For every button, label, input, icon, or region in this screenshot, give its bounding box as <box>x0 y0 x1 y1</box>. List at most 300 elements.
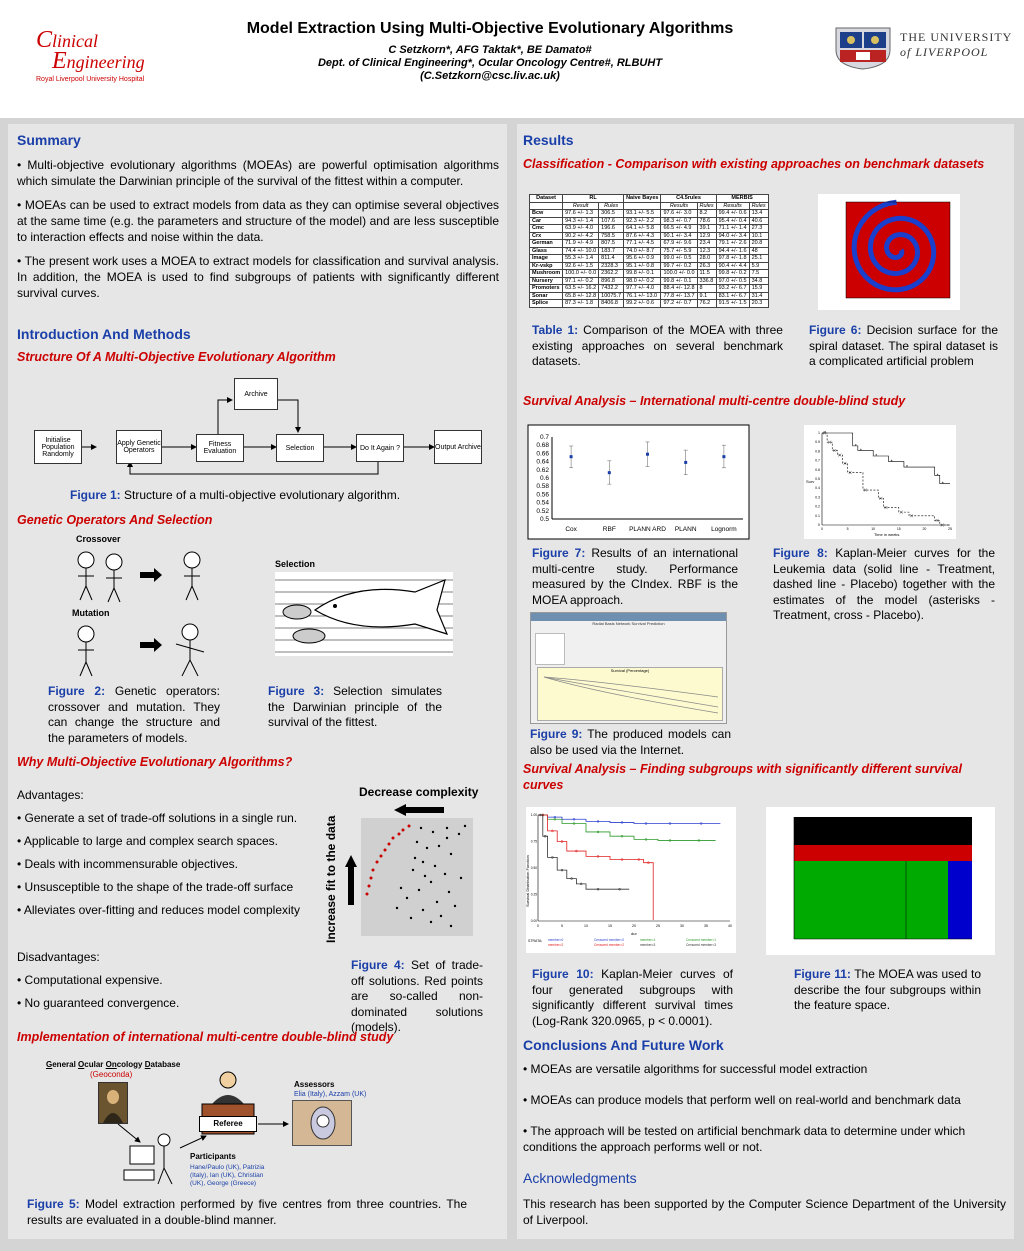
table-cell: 92.6 +/- 1.5 <box>563 262 599 270</box>
classification-subtitle: Classification - Comparison with existing approaches on benchmark datasets <box>523 157 985 171</box>
dataset-name: Bcw <box>530 210 563 218</box>
table-cell: 39.1 <box>697 225 716 233</box>
flow-initialise: Initialise Population Randomly <box>34 430 82 464</box>
table-cell: 95.1 +/- 0.8 <box>624 262 661 270</box>
x-tick-label: 40 <box>728 924 732 928</box>
nondominated-point <box>392 837 395 840</box>
table-cell: 78.6 <box>697 217 716 225</box>
affiliation: Dept. of Clinical Engineering*, Ocular Oncology Centre#, RLBUHT <box>317 57 663 69</box>
flow-selection: Selection <box>276 434 324 462</box>
estimate-asterisk: * <box>875 454 878 460</box>
table-cell: 94.3 +/- 1.4 <box>563 217 599 225</box>
table-cell: 94.0 +/- 3.4 <box>716 232 749 240</box>
table-cell: 811.4 <box>599 255 624 263</box>
selection-label: Selection <box>275 559 316 569</box>
nondominated-point <box>402 829 405 832</box>
figure3-caption: Figure 3: Selection simulates the Darwinian principle of the survival of the fittest. <box>268 684 442 729</box>
table-cell: 48 <box>749 247 768 255</box>
figure6-spiral-plot <box>818 194 960 310</box>
table-cell: 71.9 +/- 4.9 <box>563 240 599 248</box>
table-cell: 100.0 +/- 0.0 <box>661 270 697 278</box>
conclusion-item: • MOEAs are versatile algorithms for successful model extraction <box>523 1062 868 1076</box>
y-tick-label: 0.52 <box>536 507 549 515</box>
figure7-caption: Figure 7: Results of an international multi-centre study. Performance measured by the CIndex. RBF is the MOEA approach. <box>532 546 739 607</box>
table-cell: 23.4 <box>697 240 716 248</box>
x-tick-label: Lognorm <box>711 526 737 533</box>
table-cell: 31.4 <box>749 292 768 300</box>
flow-output-archive: Output Archive <box>434 430 482 464</box>
advantage-item: • Generate a set of trade-off solutions in a single run. <box>17 811 298 825</box>
table-cell: 55.3 +/- 1.4 <box>563 255 599 263</box>
subgroup-subtitle: Survival Analysis – Finding subgroups with significantly different survival curves <box>523 762 962 792</box>
legend-entry: member=3 <box>640 943 656 947</box>
dominated-point <box>424 875 426 877</box>
left-arrow-icon <box>394 803 444 815</box>
table-row <box>530 232 769 240</box>
table-row <box>530 277 769 285</box>
estimate-asterisk: * <box>859 448 862 455</box>
x-tick-label: PLANN ARD <box>629 526 666 533</box>
table-cell: 90.4 +/- 4.4 <box>716 262 749 270</box>
dominated-point <box>414 857 416 859</box>
table-cell: 8 <box>697 285 716 293</box>
advantages-list: Advantages: • Generate a set of trade-off solutions in a single run. • Applicable to large and complex search spaces. • Deals with incommensurable objectives. • Unsusceptible to the shape of the trade-off surface • Alleviates over-fitting and reduces model complexity <box>17 784 300 922</box>
legend-entry: Censored member=0 <box>594 938 625 942</box>
y-tick-label: 0.5 <box>539 516 549 523</box>
acknowledgments-text: This research has been supported by the Computer Science Department of the University of Liverpool. <box>523 1197 1006 1227</box>
conclusions-title: Conclusions And Future Work <box>523 1037 724 1053</box>
x-tick-label: 25 <box>656 924 660 928</box>
figure10-km-subgroups <box>526 807 736 953</box>
nondominated-point <box>366 893 369 896</box>
table-row <box>530 255 769 263</box>
y-tick-label: 0.7 <box>539 434 549 441</box>
nondominated-point <box>380 855 383 858</box>
table-cell: 92.3 +/- 2.2 <box>624 217 661 225</box>
dominated-point <box>464 825 466 827</box>
summary-title: Summary <box>17 132 81 148</box>
table-cell: 26.3 <box>697 262 716 270</box>
conclusions-list <box>523 1061 1006 1155</box>
table-cell: 71.1 +/- 1.4 <box>716 225 749 233</box>
table-cell: 896.8 <box>599 277 624 285</box>
dominated-point <box>430 881 432 883</box>
y-tick-label: 1 <box>818 431 820 435</box>
summary-bullet: • The present work uses a MOEA to extract models for classification and survival analysis. In addition, the MOEA is used to find subgroups of patients with significantly different survival curves. <box>17 254 499 300</box>
dataset-name: Kr-vskp <box>530 262 563 270</box>
x-tick-label: PLANN <box>674 526 697 533</box>
y-tick-label: 0.5 <box>815 477 820 481</box>
table-row <box>530 262 769 270</box>
x-tick-label: Cox <box>565 526 577 533</box>
region-green <box>794 861 948 939</box>
mutation-label: Mutation <box>72 608 110 618</box>
y-tick-label: 0.1 <box>815 513 820 518</box>
table-row <box>530 210 769 218</box>
cindex-point <box>646 453 649 456</box>
flow-archive: Archive <box>234 378 278 410</box>
region-blue <box>948 861 972 939</box>
dominated-point <box>406 897 408 899</box>
poster-header <box>0 0 1024 118</box>
table-cell: 97.2 +/- 0.7 <box>661 300 697 308</box>
survival-subtitle: Survival Analysis – International multi-centre double-blind study <box>523 394 906 408</box>
table-cell: 88.4 +/- 12.8 <box>661 285 697 293</box>
estimate-asterisk: * <box>824 431 826 437</box>
genetic-operators-illustration <box>72 546 232 681</box>
dominated-point <box>422 909 424 911</box>
table-cell: 28.0 <box>697 255 716 263</box>
y-tick-label: 0 <box>818 523 820 527</box>
table-cell: 91.5 +/- 1.5 <box>716 300 749 308</box>
dominated-point <box>410 917 412 919</box>
participants-title: Participants <box>190 1152 236 1161</box>
nondominated-point <box>376 861 379 864</box>
dominated-point <box>446 837 448 839</box>
table-cell: 306.5 <box>599 210 624 218</box>
nondominated-point <box>408 825 411 828</box>
table-cell: 99.8 +/- 0.1 <box>624 270 661 278</box>
table-cell: 63.5 +/- 16.2 <box>563 285 599 293</box>
table-row <box>530 292 769 300</box>
why-subtitle: Why Multi-Objective Evolutionary Algorithms? <box>17 755 293 769</box>
crossover-label: Crossover <box>76 534 121 544</box>
university-name: THE UNIVERSITY of LIVERPOOL <box>900 30 1013 59</box>
dominated-point <box>438 845 440 847</box>
nondominated-point <box>368 885 371 888</box>
figure11-caption: Figure 11: The MOEA was used to describe the four subgroups within the feature space. <box>794 967 981 1012</box>
table-cell: 27.3 <box>749 225 768 233</box>
km10-xlabel: dur <box>631 931 637 936</box>
x-tick-label: 5 <box>846 527 849 531</box>
table-cell: 76.1 +/- 13.0 <box>624 292 661 300</box>
nondominated-point <box>370 877 373 880</box>
table-cell: 97.8 +/- 1.8 <box>716 255 749 263</box>
figure4-tradeoff-plot <box>361 818 473 936</box>
table-cell: 25.1 <box>749 255 768 263</box>
figure5-caption: Figure 5: Model extraction performed by five centres from three countries. The results are evaluated in a double-blind manner. <box>27 1197 468 1227</box>
x-tick-label: 5 <box>561 924 563 928</box>
table-cell: 95.6 +/- 0.9 <box>624 255 661 263</box>
table-cell: 9.1 <box>697 292 716 300</box>
table-cell: 99.8 +/- 0.1 <box>661 277 697 285</box>
estimate-asterisk: * <box>854 443 857 450</box>
dominated-point <box>446 827 448 829</box>
dominated-point <box>434 865 436 867</box>
dataset-name: Promoters <box>530 285 563 293</box>
figure8-caption: Figure 8: Kaplan-Meier curves for the Leukemia data (solid line - Treatment, dashed line - Placebo) together with the estimates of the model (asterisks - Treatment, cross - Placebo). <box>773 546 995 622</box>
y-tick-label: 0.9 <box>815 440 820 445</box>
legend-entry: member=1 <box>640 938 656 942</box>
table-cell: 99.0 +/- 0.5 <box>661 255 697 263</box>
dataset-name: Image <box>530 255 563 263</box>
dominated-point <box>432 831 434 833</box>
summary-bullet: • Multi-objective evolutionary algorithms (MOEAs) are powerful optimisation algorithms which simulate the Darwinian principle of the survival of the fittest within a computer. <box>17 158 499 188</box>
table-cell: 74.0 +/- 8.7 <box>624 247 661 255</box>
table-cell: 100.0 +/- 0.0 <box>563 270 599 278</box>
referee-label: Referee <box>199 1116 257 1132</box>
disadvantage-item: • No guaranteed convergence. <box>17 996 180 1010</box>
dataset-name: Cmc <box>530 225 563 233</box>
table-cell: 77.8 +/- 13.7 <box>661 292 697 300</box>
table-cell: 8.2 <box>697 210 716 218</box>
table-cell: 87.6 +/- 4.3 <box>624 232 661 240</box>
table-cell: 87.3 +/- 1.8 <box>563 300 599 308</box>
table-cell: 34.8 <box>749 277 768 285</box>
dataset-name: Crx <box>530 232 563 240</box>
y-tick-label: 0.66 <box>536 450 549 458</box>
dominated-point <box>444 873 446 875</box>
y-tick-label: 0.8 <box>815 449 820 454</box>
email: (C.Setzkorn@csc.liv.ac.uk) <box>420 70 560 82</box>
university-crest-icon <box>832 24 894 70</box>
table-cell: 807.5 <box>599 240 624 248</box>
assessors-names: Elia (Italy), Azzam (UK) <box>294 1091 367 1098</box>
estimate-asterisk: * <box>941 481 944 488</box>
table-row <box>530 225 769 233</box>
assessors-title: Assessors <box>294 1080 335 1089</box>
dominated-point <box>400 887 402 889</box>
table-cell: 99.7 +/- 0.2 <box>661 262 697 270</box>
figure1-caption: Figure 1: Structure of a multi-objective evolutionary algorithm. <box>70 488 401 502</box>
estimate-asterisk: * <box>890 459 893 466</box>
dominated-point <box>440 915 442 917</box>
cindex-point <box>684 461 687 464</box>
km8-xlabel: Time in weeks <box>874 532 900 537</box>
dataset-name: Car <box>530 217 563 225</box>
up-arrow-icon <box>345 855 357 905</box>
dominated-point <box>454 905 456 907</box>
dominated-point <box>396 907 398 909</box>
table-row <box>530 285 769 293</box>
y-tick-label: 0.64 <box>536 458 549 466</box>
table-cell: 76.2 <box>697 300 716 308</box>
table-cell: 2328.3 <box>599 262 624 270</box>
figure9-caption: Figure 9: The produced models can also be used via the Internet. <box>530 727 732 757</box>
y-tick-label: 0.50 <box>530 866 537 870</box>
table-cell: 107.6 <box>599 217 624 225</box>
table-cell: 67.9 +/- 9.6 <box>661 240 697 248</box>
x-tick-label: 15 <box>896 527 901 531</box>
table-cell: 97.6 +/- 3.0 <box>661 210 697 218</box>
table-cell: 97.6 +/- 1.3 <box>563 210 599 218</box>
estimate-asterisk: * <box>905 465 908 472</box>
flow-apply-operators: Apply Genetic Operators <box>116 430 162 464</box>
table-cell: 95.4 +/- 0.4 <box>716 217 749 225</box>
y-tick-label: 0.75 <box>530 839 537 844</box>
table-cell: 336.8 <box>697 277 716 285</box>
table-row <box>530 217 769 225</box>
x-tick-label: 10 <box>871 527 876 531</box>
legend-entry: Censored member=1 <box>686 938 717 942</box>
conclusion-item: • MOEAs can produce models that perform well on real-world and benchmark data <box>523 1093 961 1107</box>
table-cell: 75.7 +/- 5.9 <box>661 247 697 255</box>
assessor-image <box>292 1100 352 1146</box>
legend-entry: member=2 <box>548 943 564 947</box>
summary-bullet: • MOEAs can be used to extract models from data as they can optimise several objectives at the same time (e.g. the parameters and structure of the model) and are less susceptible to interaction effects and noise within the data. <box>17 198 499 244</box>
advantage-item: • Applicable to large and complex search spaces. <box>17 834 279 848</box>
increase-fit-label: Increase fit to the data <box>324 815 338 943</box>
table-cell: 63.9 +/- 4.0 <box>563 225 599 233</box>
table1-caption: Table 1: Comparison of the MOEA with three existing approaches on several benchmark datasets. <box>532 323 783 368</box>
structure-subtitle: Structure Of A Multi-Objective Evolutionary Algorithm <box>17 350 336 364</box>
y-tick-label: 0.6 <box>539 475 549 482</box>
dominated-point <box>450 853 452 855</box>
authors: C Setzkorn*, AFG Taktak*, BE Damato# <box>388 44 592 56</box>
table-cell: 93.2 +/- 6.7 <box>716 285 749 293</box>
figure7-cindex-chart <box>528 425 749 539</box>
figure1-flowchart <box>20 372 500 482</box>
table-cell: 98.3 +/- 0.7 <box>661 217 697 225</box>
hospital-name: Royal Liverpool University Hospital <box>36 76 145 83</box>
table-cell: 99.2 +/- 0.6 <box>624 300 661 308</box>
dominated-point <box>450 925 452 927</box>
table-cell: 83.1 +/- 6.7 <box>716 292 749 300</box>
x-tick-label: 0 <box>821 527 823 531</box>
table-cell: 13.4 <box>749 210 768 218</box>
x-tick-label: 25 <box>948 527 952 531</box>
table-cell: 94.4 +/- 1.6 <box>716 247 749 255</box>
table-cell: 90.2 +/- 4.2 <box>563 232 599 240</box>
table-cell: 65.8 +/- 12.8 <box>563 292 599 300</box>
dominated-point <box>460 877 462 879</box>
y-tick-label: 0.54 <box>536 499 549 507</box>
table-cell: 196.6 <box>599 225 624 233</box>
dataset-name: German <box>530 240 563 248</box>
dominated-point <box>448 891 450 893</box>
y-tick-label: 0.6 <box>815 467 820 472</box>
selection-fish-illustration <box>275 572 453 656</box>
poster-title: Model Extraction Using Multi-Objective Evolutionary Algorithms <box>246 20 734 37</box>
table-row <box>530 240 769 248</box>
nondominated-point <box>398 833 401 836</box>
genetic-subtitle: Genetic Operators And Selection <box>17 513 213 527</box>
benchmark-table: Dataset RL Naive Bayes C4.5rules MERBIS Result Rules Results Rules Results Rules Bcw 97.6 +/- 1.3 306.5 93.1 +/- 5.5 97.6 +/- 3.0 8.2 99.4 +/- 0.6 13.4 Car 94.3 +/- 1.4 107.6 92.3 +/- 2.2 98.3 +/- 0.7 78.6 95.4 +/- 0.4 40.6 Cmc 63.9 +/- 4.0 196.6 64.1 +/- 5.8 66.5 +/- 4.9 39.1 71.1 +/- 1.4 27.3 Crx 90.2 +/- 4.2 758.5 87.6 +/- 4.3 90.1 +/- 3.4 12.9 94.0 +/- 3.4 10.1 German 71.9 +/- 4.9 807.5 77.1 +/- 4.5 67.9 +/- 9.6 23.4 79.1 +/- 2.6 20.8 Glass 74.4 +/- 10.0 183.7 74.0 +/- 8.7 75.7 +/- 5.9 12.3 94.4 +/- 1.6 48 Image 55.3 +/- 1.4 811.4 95.6 +/- 0.9 99.0 +/- 0.5 28.0 97.8 +/- 1.8 25.1 Kr-vskp 92.6 +/- 1.5 2328.3 95.1 +/- 0.8 99.7 +/- 0.2 26.3 90.4 +/- 4.4 5.9 Mushroom 100.0 +/- 0.0 2362.2 99.8 +/- 0.1 100.0 +/- 0.0 11.5 99.8 +/- 0.2 7.5 Nursery 97.1 +/- 0.2 896.8 98.0 +/- 0.2 99.8 +/- 0.1 336.8 97.0 +/- 0.5 34.8 Promoters 63.5 +/- 16.2 7432.2 97.7 +/- 4.0 88.4 +/- 12.8 8 93.2 +/- 6.7 15.9 Sonar 65.8 +/- 12.8 10075.7 76.1 +/- 13.0 77.8 +/- 13.7 9.1 83.1 +/- 6.7 31.4 Splice 87.3 +/- 1.8 8406.8 99.2 +/- 0.6 97.2 +/- 0.7 76.2 91.5 +/- 1.5 20.3 <box>529 194 769 308</box>
dataset-name: Mushroom <box>530 270 563 278</box>
y-tick-label: 0.7 <box>815 458 820 463</box>
table-cell: 77.1 +/- 4.5 <box>624 240 661 248</box>
flow-do-it-again: Do It Again ? <box>356 434 404 462</box>
nondominated-point <box>384 849 387 852</box>
god-label: General Ocular Oncology Database <box>46 1060 181 1069</box>
x-tick-label: RBF <box>602 526 616 533</box>
dominated-point <box>416 841 418 843</box>
table-row <box>530 270 769 278</box>
table-cell: 97.1 +/- 0.2 <box>563 277 599 285</box>
table-cell: 99.8 +/- 0.2 <box>716 270 749 278</box>
km8-ylabel: Surv <box>806 479 815 484</box>
dataset-name: Sonar <box>530 292 563 300</box>
table-cell: 7432.2 <box>599 285 624 293</box>
table-cell: 79.1 +/- 2.6 <box>716 240 749 248</box>
table-cell: 66.5 +/- 4.9 <box>661 225 697 233</box>
acknowledgments-title: Acknowledgments <box>523 1170 637 1186</box>
table-cell: 93.1 +/- 5.5 <box>624 210 661 218</box>
advantage-item: • Deals with incommensurable objectives. <box>17 857 238 871</box>
decrease-complexity-label: Decrease complexity <box>359 785 479 799</box>
y-tick-label: 0.00 <box>530 919 537 923</box>
table-cell: 20.8 <box>749 240 768 248</box>
y-tick-label: 0.25 <box>530 892 537 897</box>
table-cell: 7.5 <box>749 270 768 278</box>
x-tick-label: 10 <box>584 924 588 928</box>
km10-ylabel: Survival Distribution Function <box>525 855 530 907</box>
x-tick-label: 20 <box>632 924 636 928</box>
intro-title: Introduction And Methods <box>17 326 191 342</box>
nondominated-point <box>372 869 375 872</box>
clinical-engineering-logo: Clinical Engineering Royal Liverpool University Hospital <box>36 30 156 83</box>
km10-strata: STRATA: <box>528 939 543 943</box>
table-cell: 758.5 <box>599 232 624 240</box>
table-row <box>530 300 769 308</box>
figure9-web-app: Radial Basis Network Survival Prediction Survival (Percentage) <box>530 612 727 724</box>
x-tick-label: 20 <box>922 527 927 531</box>
x-tick-label: 15 <box>608 924 612 928</box>
advantage-item: • Unsusceptible to the shape of the trade-off surface <box>17 880 294 894</box>
dominated-point <box>426 847 428 849</box>
cindex-point <box>608 471 611 474</box>
table-cell: 74.4 +/- 10.0 <box>563 247 599 255</box>
participants-names: Hane/Paulo (UK), Patrizia (Italy), Ian (UK), Christian (UK), George (Greece) <box>190 1164 265 1187</box>
region-black <box>794 817 972 845</box>
dominated-point <box>436 901 438 903</box>
disadvantages-list: Disadvantages: • Computational expensive. • No guaranteed convergence. <box>17 946 179 1015</box>
legend-entry: member=0 <box>548 938 564 942</box>
y-tick-label: 0.56 <box>536 491 549 499</box>
table-cell: 183.7 <box>599 247 624 255</box>
figure11-feature-space <box>766 807 995 955</box>
table-cell: 90.1 +/- 3.4 <box>661 232 697 240</box>
table-cell: 10075.7 <box>599 292 624 300</box>
figure4-caption: Figure 4: Set of trade-off solutions. Red points are so-called non-dominated solutions (models). <box>351 958 483 1034</box>
figure6-caption: Figure 6: Decision surface for the spiral dataset. The spiral dataset is a complicated artificial problem <box>809 323 999 368</box>
y-tick-label: 0.58 <box>536 483 549 491</box>
dominated-point <box>422 861 424 863</box>
dataset-name: Glass <box>530 247 563 255</box>
table-cell: 99.4 +/- 0.6 <box>716 210 749 218</box>
flow-fitness: Fitness Evaluation <box>196 434 244 462</box>
results-title: Results <box>523 132 574 148</box>
figure2-caption: Figure 2: Genetic operators: crossover and mutation. They can change the structure and the parameters of models. <box>48 684 220 745</box>
figure10-caption: Figure 10: Kaplan-Meier curves of four generated subgroups with significantly different survival times (Log-Rank 320.0965, p < 0.0001). <box>532 967 733 1028</box>
advantage-item: • Alleviates over-fitting and reduces model complexity <box>17 903 301 917</box>
y-tick-label: 0.2 <box>815 504 820 509</box>
table-cell: 12.3 <box>697 247 716 255</box>
dominated-point <box>420 827 422 829</box>
table-row <box>530 247 769 255</box>
conclusion-item: • The approach will be tested on artificial benchmark data to determine under which conditions the approach performs well or not. <box>523 1124 966 1154</box>
figure8-km-leukemia <box>804 425 956 539</box>
table-cell: 10.1 <box>749 232 768 240</box>
x-tick-label: 30 <box>680 924 684 928</box>
table-cell: 11.5 <box>697 270 716 278</box>
cindex-point <box>722 455 725 458</box>
legend-entry: Censored member=3 <box>686 943 717 947</box>
table-cell: 20.3 <box>749 300 768 308</box>
y-tick-label: 0.68 <box>536 442 549 450</box>
table-cell: 97.7 +/- 4.0 <box>624 285 661 293</box>
implementation-subtitle: Implementation of international multi-centre double-blind study <box>17 1030 394 1044</box>
y-tick-label: 0.4 <box>815 486 820 491</box>
y-tick-label: 0.62 <box>536 466 549 474</box>
y-tick-label: 0.3 <box>815 495 820 500</box>
estimate-asterisk: * <box>936 473 939 480</box>
dataset-name: Nursery <box>530 277 563 285</box>
y-tick-label: 1.00 <box>530 813 537 817</box>
x-tick-label: 35 <box>704 924 708 928</box>
legend-entry: Censored member=2 <box>594 943 625 947</box>
dominated-point <box>458 833 460 835</box>
